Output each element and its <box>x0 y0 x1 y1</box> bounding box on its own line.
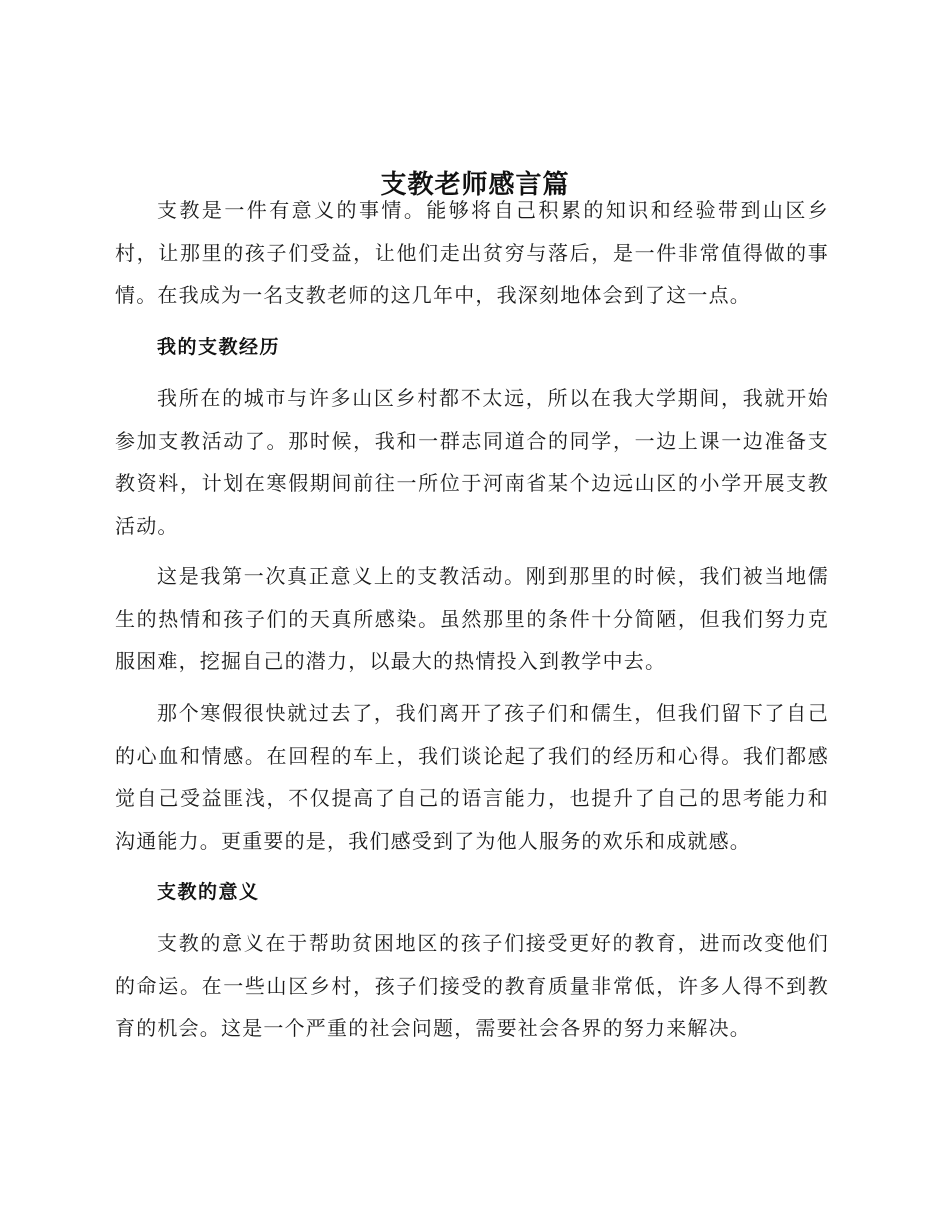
paragraph-meaning-1: 支教的意义在于帮助贫困地区的孩子们接受更好的教育，进而改变他们的命运。在一些山区乡村，孩子们接受的教育质量非常低，许多人得不到教育的机会。这是一个严重的社会问题，需要社会各界的努力来解决。 <box>115 931 829 1040</box>
heading-experience: 我的支教经历 <box>157 336 281 358</box>
paragraph-experience-2: 这是我第一次真正意义上的支教活动。刚到那里的时候，我们被当地儒生的热情和孩子们的天真所感染。虽然那里的条件十分简陋，但我们努力克服困难，挖掘自己的潜力，以最大的热情投入到教学中去。 <box>115 564 829 673</box>
paragraph-experience-3: 那个寒假很快就过去了，我们离开了孩子们和儒生，但我们留下了自己的心血和情感。在回程的车上，我们谈论起了我们的经历和心得。我们都感觉自己受益匪浅，不仅提高了自己的语言能力，也提升了自己的思考能力和沟通能力。更重要的是，我们感受到了为他人服务的欢乐和成就感。 <box>115 701 829 853</box>
paragraph-experience-1: 我所在的城市与许多山区乡村都不太远，所以在我大学期间，我就开始参加支教活动了。那时候，我和一群志同道合的同学，一边上课一边准备支教资料，计划在寒假期间前往一所位于河南省某个边远山区的小学开展支教活动。 <box>115 386 829 538</box>
heading-meaning: 支教的意义 <box>157 881 260 903</box>
paragraph-intro: 支教是一件有意义的事情。能够将自己积累的知识和经验带到山区乡村，让那里的孩子们受益，让他们走出贫穷与落后，是一件非常值得做的事情。在我成为一名支教老师的这几年中，我深刻地体会到了这一点。 <box>115 198 829 307</box>
document-title: 支教老师感言篇 <box>380 170 570 201</box>
